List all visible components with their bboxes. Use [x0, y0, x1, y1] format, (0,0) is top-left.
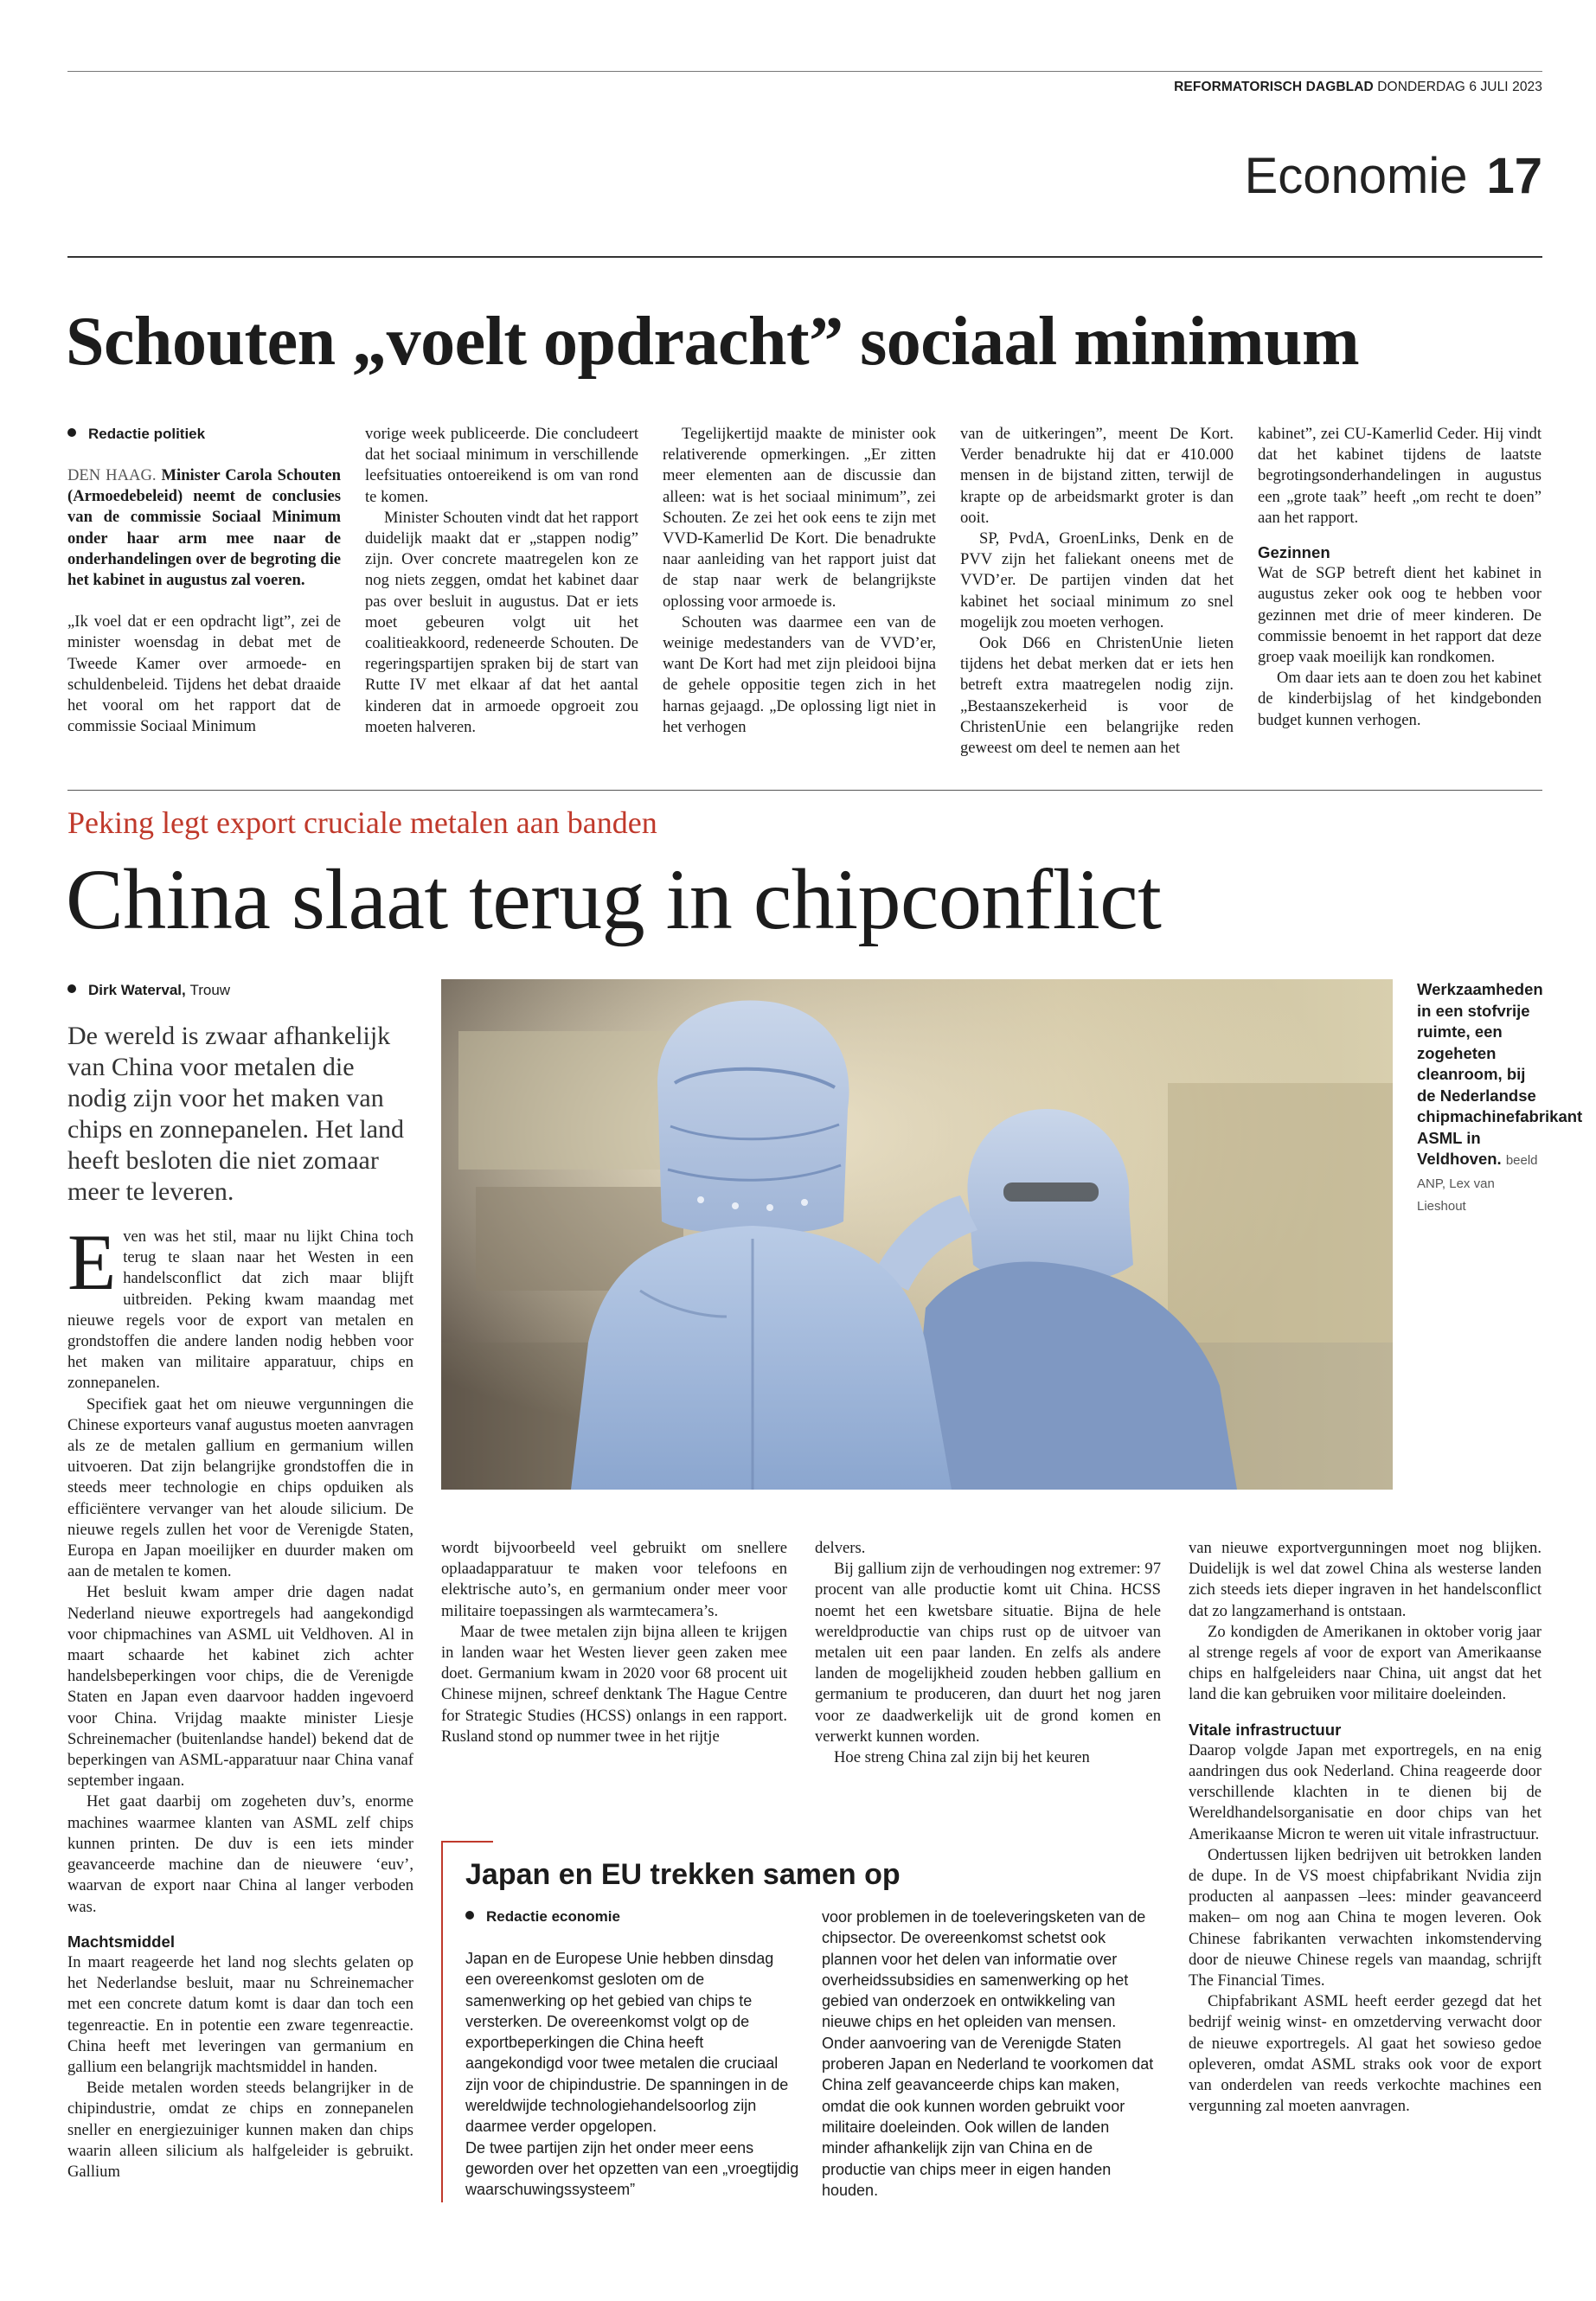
article1-byline-text: Redactie politiek: [88, 426, 206, 442]
paragraph: voor problemen in de toeleveringsketen van de chipsector. De overeenkomst schetst ook plannen voor het delen van informatie over overheidssubsidies en samenwerking op het gebied van onderzoek en ontwikkeling van nieuwe chips en het opleiden van mensen.: [822, 1908, 1146, 2031]
paragraph: Minister Schouten vindt dat het rapport duidelijk maakt dat er „stappen nodig” zijn. Over concrete maatregelen kon ze nog niets zeggen, omdat het kabinet daar pas over besluit in augustus. Dat er iets moet gebeuren volgt uit het coalitieakkoord, redeneerde Schouten. De regeringspartijen spraken bij de start van Rutte IV met elkaar af dat het aantal kinderen dat in armoede opgroeit zou moeten halveren.: [365, 508, 638, 736]
paragraph: van de uitkeringen”, meent De Kort. Verder benadrukte hij dat er 410.000 mensen in de bijstand zitten, terwijl de krapte op de arbeidsmarkt groter is dan ooit.: [960, 425, 1234, 527]
article2-headline: China slaat terug in chipconflict: [66, 851, 1162, 947]
box-byline: [465, 1907, 803, 1927]
byline-author: Dirk Waterval,: [88, 982, 186, 998]
byline-org: Trouw: [189, 982, 231, 998]
article2-col-3: [815, 1538, 1161, 1768]
paragraph: wordt bijvoorbeeld veel gebruikt om snellere oplaadapparatuur te maken voor telefoons en elektrische auto’s, en germanium onder meer voor militaire toepassingen als warmtecamera’s.: [441, 1539, 787, 1620]
paragraph: SP, PvdA, GroenLinks, Denk en de PVV zijn het faliekant oneens met de VVD’er. De partijen vinden dat het kabinet het sociaal minimum zo snel mogelijk zou moeten verhogen.: [960, 529, 1234, 631]
article2-col-1: [67, 1218, 413, 2182]
box-col-1: [465, 1907, 803, 2201]
paragraph-first: [67, 1218, 413, 1394]
paragraph: Bij gallium zijn de verhoudingen nog extremer: 97 procent van alle productie komt uit China. HCSS noemt het een kwetsbare situatie. Bijna de hele wereldproductie van chips rust op de uitvoer van metalen uit een paar landen. En zelfs als andere landen de mogelijkheid zouden hebben gallium en germanium te produceren, dan duurt het nog jaren voor ze daadwerkelijk uit de grond komen en verwerkt kunnen worden.: [815, 1560, 1161, 1746]
paragraph: Het gaat daarbij om zogeheten duv’s, enorme machines waarmee klanten van ASML zelf chips kunnen printen. De duv is een iets minder geavanceerde machine dan de nieuwere ‘euv’, waarvan de export naar China al langer verboden was.: [67, 1792, 413, 1916]
byline-dot: [465, 1911, 474, 1920]
cleanroom-illustration: [441, 979, 1393, 1490]
section-rule: [67, 256, 1542, 258]
paragraph: Tegelijkertijd maakte de minister ook relativerende opmerkingen. „Er zitten meer elementen aan de discussie dan alleen: wat is het sociaal minimum”, zei Schouten. Ze zei het ook eens te zijn met VVD-Kamerlid De Kort. Die benadrukte naar aanleiding van het rapport juist dat de stap naar werk de belangrijkste oplossing voor armoede is.: [663, 425, 936, 611]
section-name: Economie: [1244, 148, 1468, 204]
box-title: Japan en EU trekken samen op: [465, 1858, 901, 1891]
paragraph: Ook D66 en ChristenUnie lieten tijdens het debat merken dat er iets hen betreft extra maatregelen nodig zijn. „Bestaanszekerheid is voor de ChristenUnie een belangrijke reden geweest om deel te nemen aan het: [960, 634, 1234, 758]
photo-credit: beeld ANP, Lex van Lieshout: [1417, 1153, 1538, 1214]
article1-intro: [67, 465, 341, 591]
paragraph-first-text: ven was het stil, maar nu lijkt China toch terug te slaan naar het Westen in een handelsconflict dat zich maar blijft uitbreiden. Peking kwam maandag met nieuwe regels voor de export van metalen en grondstoffen die andere landen nodig hebben voor het maken van militaire apparatuur, chips en zonnepanelen.: [67, 1227, 413, 1393]
subheading: Gezinnen: [1258, 543, 1330, 562]
article1-col-3: [663, 424, 936, 738]
cleanroom-photo: [441, 979, 1393, 1490]
masthead: [67, 80, 1542, 95]
article1-col-5: [1258, 424, 1542, 731]
article1-col-1: [67, 424, 341, 737]
paragraph: De twee partijen zijn het onder meer eens geworden over het opzetten van een „vroegtijdig waarschuwingssysteem”: [465, 2138, 799, 2199]
box-accent-line: [441, 1841, 443, 2202]
subheading: Machtsmiddel: [67, 1932, 175, 1951]
article2-col-2: [441, 1538, 787, 1747]
box-col-2: [822, 1907, 1161, 2201]
paragraph: Om daar iets aan te doen zou het kabinet de kinderbijslag of het kindgebonden budget kunnen verhogen.: [1258, 669, 1542, 729]
article2-col-4: [1189, 1538, 1542, 2117]
box-accent-top: [441, 1841, 493, 1843]
top-rule: [67, 71, 1542, 72]
paragraph: Daarop volgde Japan met exportregels, en na enig aandringen dus ook Nederland. China reageerde door verschillende klachten in te dienen bij de Wereldhandelsorganisatie en door chips van het Amerikaanse Micron te weren uit vitale infrastructuur.: [1189, 1740, 1542, 1843]
photo-caption: [1417, 979, 1583, 1218]
paragraph: Japan en de Europese Unie hebben dinsdag een overeenkomst gesloten om de samenwerking op het gebied van chips te versterken. De overeenkomst volgt op de exportbeperkingen die China heeft aangekondigd voor twee metalen die cruciaal zijn voor de chipindustrie. De spanningen in de wereldwijde technologiehandelsoorlog zijn daarmee verder opgelopen.: [465, 1950, 789, 2136]
paragraph: Zo kondigden de Amerikanen in oktober vorig jaar al strenge regels af voor de export van Amerikaanse chips en halfgeleiders naar China, uit angst dat het land die kan gebruiken voor militaire doeleinden.: [1189, 1622, 1542, 1704]
article1-col-2: [365, 424, 638, 738]
paragraph: Wat de SGP betreft dient het kabinet in augustus zeker ook oog te hebben voor gezinnen met drie of meer kinderen. De commissie benoemt in het rapport dat deze groep vaak moeilijk kan rondkomen.: [1258, 564, 1542, 667]
article1-col-4: [960, 424, 1234, 759]
paragraph: Maar de twee metalen zijn bijna alleen te krijgen in landen waar het Westen liever geen zaken mee doet. Germanium kwam in 2020 voor 68 procent uit Chinese mijnen, schreef denktank The Hague Centre for Strategic Studies (HCSS) onlangs in een rapport. Rusland stond op nummer twee in het rijtje: [441, 1622, 787, 1746]
page-number: 17: [1486, 148, 1542, 204]
subheading: Vitale infrastructuur: [1189, 1720, 1342, 1739]
paragraph: Onder aanvoering van de Verenigde Staten proberen Japan en Nederland te voorkomen dat China zelf geavanceerde chips kan maken, omdat die ook kunnen worden gebruikt voor militaire doeleinden. Ook willen de landen minder afhankelijk zijn van China en de productie van chips meer in eigen handen houden.: [822, 2034, 1154, 2199]
article1-headline: Schouten „voelt opdracht” sociaal minimum: [66, 304, 1360, 380]
paragraph: Chipfabrikant ASML heeft eerder gezegd dat het bedrijf weinig winst- en omzetderving verwacht door de nieuwe exportregels. Al gaat het sowieso gedoe opleveren, omdat ASML straks ook voor de export van onderdelen van reeds verkochte machines een vergunning zal moeten aanvragen.: [1189, 1992, 1542, 2116]
paragraph: Specifiek gaat het om nieuwe vergunningen die Chinese exporteurs vanaf augustus moeten aanvragen als ze de metalen gallium en germanium willen uitvoeren. Dat zijn belangrijke grondstoffen die in steeds meer technologie en chips opduiken als efficiëntere vervanger van het aloude silicium. De nieuwe regels zullen het voor de Verenigde Staten, Europa en Japan moeilijker en duurder maken om aan de metalen te komen.: [67, 1394, 413, 1581]
paragraph: kabinet”, zei CU-Kamerlid Ceder. Hij vindt dat het kabinet tijdens de laatste begrotingsonderhandelingen in augustus een „grote taak” heeft „om recht te doen” aan het rapport.: [1258, 425, 1542, 527]
article-divider: [67, 790, 1542, 791]
dateline: DEN HAAG.: [67, 466, 157, 484]
paragraph: Hoe streng China zal zijn bij het keuren: [834, 1748, 1090, 1767]
paper-name: REFORMATORISCH DAGBLAD: [1174, 80, 1374, 94]
article1-byline: [67, 424, 341, 445]
article2-kicker: Peking legt export cruciale metalen aan banden: [67, 805, 657, 840]
paragraph: Schouten was daarmee een van de weinige medestanders van de VVD’er, want De Kort had met zijn pleidooi bijna de gehele oppositie tegen zich in het harnas gejaagd. „De oplossing ligt niet in het verhogen: [663, 612, 936, 736]
paragraph: Het besluit kwam amper drie dagen nadat Nederland nieuwe exportregels had aangekondigd voor chipmachines van ASML uit Veldhoven. Al in maart schaarde het kabinet zich achter handelsbeperkingen voor chips, die de Verenigde Staten en Japan even daarvoor hadden ingevoerd voor China. Vrijdag maakte minister Liesje Schreinemacher (buitenlandse handel) bekend dat de beperkingen van ASML-apparatuur naar China vanaf september ingaan.: [67, 1583, 413, 1791]
paragraph: Ondertussen lijken bedrijven uit betrokken landen de dupe. In de VS moest chipfabrikant Nvidia zijn producten al aanpassen –lees: minder geavanceerd maken– om nog aan China te mogen leveren. Ook Chinese fabrikanten verwachten inkomstenderving door de nieuwe Chinese regels van maandag, schrijft The Financial Times.: [1189, 1845, 1542, 1990]
paragraph: In maart reageerde het land nog slechts gelaten op het Nederlandse besluit, maar nu Schreinemacher met een concrete datum komt is daar dan toch een tegenreactie. En in potentie een zware tegenreactie. China heeft met leveringen van germanium en gallium een belangrijk machtsmiddel in handen.: [67, 1952, 413, 2076]
caption-text: Werkzaamheden in een stofvrije ruimte, een zogeheten cleanroom, bij de Nederlandse chipmachinefabrikant ASML in Veldhoven.: [1417, 980, 1583, 1168]
intro-text: Minister Carola Schouten (Armoedebeleid) neemt de conclusies van de commissie Sociaal Minimum onder haar arm mee naar de onderhandelingen over de begroting die het kabinet in augustus zal voeren.: [67, 466, 341, 590]
paragraph: vorige week publiceerde. Die concludeert dat het sociaal minimum in verschillende leefsituaties ontoereikend is om van rond te komen.: [365, 425, 638, 506]
section-header: [1245, 147, 1542, 205]
drop-cap: E: [67, 1218, 117, 1306]
paragraph: delvers.: [815, 1539, 866, 1557]
issue-date: DONDERDAG 6 JULI 2023: [1377, 80, 1542, 94]
paragraph: van nieuwe exportvergunningen moet nog blijken. Duidelijk is wel dat zowel China als westerse landen zich steeds iets dieper ingraven in het handelsconflict dat zo langzamerhand is ontstaan.: [1189, 1539, 1542, 1620]
paragraph: „Ik voel dat er een opdracht ligt”, zei de minister woensdag in debat met de Tweede Kamer over armoede- en schuldenbeleid. Tijdens het debat draaide het vooral om het rapport dat de commissie Sociaal Minimum: [67, 612, 341, 736]
article2-lead: De wereld is zwaar afhankelijk van China voor metalen die nodig zijn voor het maken van chips en zonnepanelen. Het land heeft besloten die niet zomaar meer te leveren.: [67, 1022, 405, 1206]
article2-byline: [67, 980, 230, 1001]
box-byline-text: Redactie economie: [486, 1908, 620, 1925]
byline-dot: [67, 428, 76, 437]
byline-dot: [67, 984, 76, 993]
paragraph: Beide metalen worden steeds belangrijker in de chipindustrie, omdat ze chips en zonnepanelen sneller en energiezuiniger kunnen maken dan chips waarin alleen silicium als halfgeleider is gebruikt. Gallium: [67, 2079, 413, 2181]
